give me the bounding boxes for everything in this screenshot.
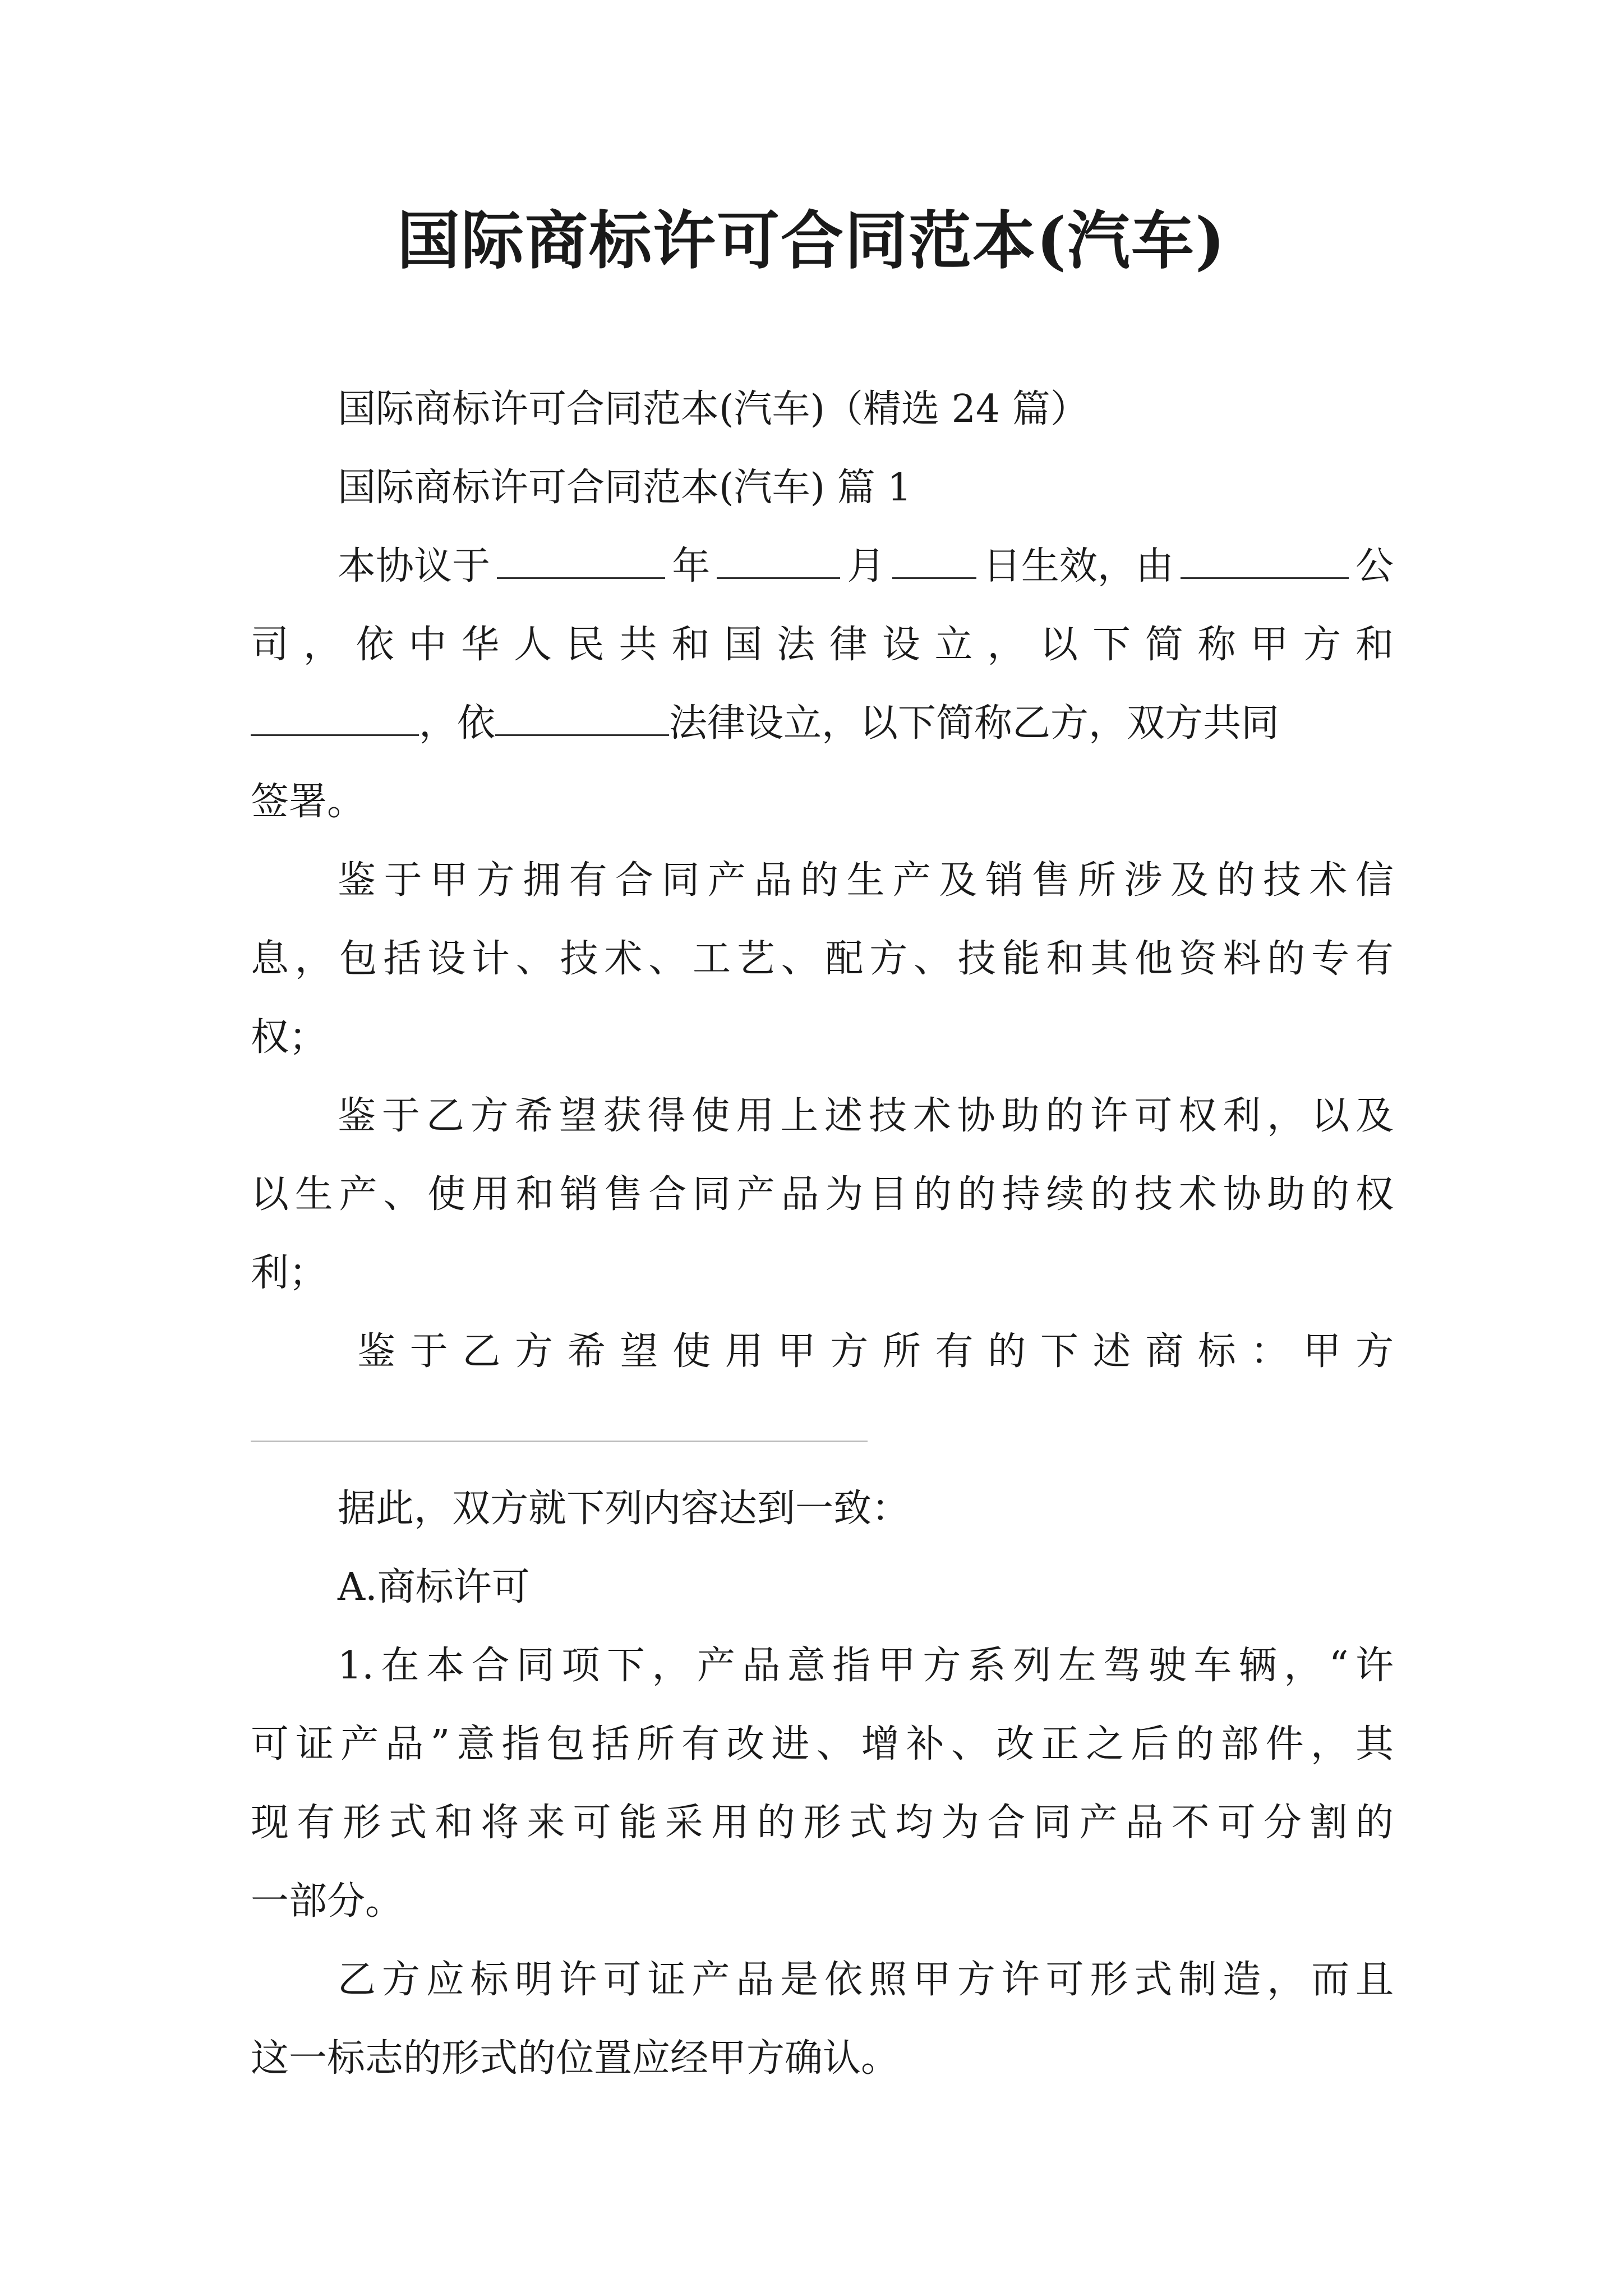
paragraph-line: 国际商标许可合同范本(汽车)（精选 24 篇）: [338, 387, 1089, 431]
section-heading: A.商标许可: [338, 1565, 530, 1609]
paragraph-line: 鉴于乙方希望获得使用上述技术协助的许可权利，以及: [338, 1094, 1394, 1138]
paragraph-line: 权；: [251, 1015, 328, 1060]
paragraph-line: 一部分。: [251, 1879, 404, 1924]
text-segment: ，依: [419, 701, 496, 746]
fill-blank: [892, 544, 976, 579]
paragraph-line: [251, 684, 1394, 763]
fill-blank: [497, 544, 665, 579]
fill-blank: [495, 701, 669, 736]
paragraph-line: 据此，双方就下列内容达到一致：: [338, 1487, 910, 1531]
text-segment: 日生效，由: [983, 544, 1174, 588]
separator-line: [251, 1441, 868, 1442]
text-segment: 本协议于: [338, 544, 491, 588]
text-segment: 年: [672, 544, 711, 588]
paragraph-line: 1.在本合同项下，产品意指甲方系列左驾驶车辆，“许: [338, 1644, 1394, 1688]
paragraph-line: [338, 527, 1394, 606]
paragraph-line: 可证产品”意指包括所有改进、增补、改正之后的部件，其: [251, 1722, 1394, 1766]
paragraph-line: 签署。: [251, 780, 366, 824]
paragraph-line: 鉴于甲方拥有合同产品的生产及销售所涉及的技术信: [338, 858, 1394, 903]
paragraph-line: 国际商标许可合同范本(汽车) 篇 1: [338, 466, 912, 510]
paragraph-line: 鉴于乙方希望使用甲方所有的下述商标：甲方: [357, 1329, 1394, 1374]
paragraph-line: 息，包括设计、技术、工艺、配方、技能和其他资料的专有: [251, 937, 1394, 981]
text-segment: 公: [1355, 544, 1394, 588]
paragraph-line: 现有形式和将来可能采用的形式均为合同产品不可分割的: [251, 1801, 1394, 1845]
text-segment: 法律设立，以下简称乙方，双方共同: [669, 701, 1280, 746]
fill-blank: [717, 544, 840, 579]
paragraph-line: 利；: [251, 1251, 328, 1295]
fill-blank: [251, 701, 419, 736]
paragraph-line: 司，依中华人民共和国法律设立，以下简称甲方和: [251, 623, 1394, 667]
paragraph-line: 以生产、使用和销售合同产品为目的的持续的技术协助的权: [251, 1172, 1394, 1217]
document-title: 国际商标许可合同范本(汽车): [397, 204, 1226, 278]
text-segment: 月: [847, 544, 886, 588]
paragraph-line: 乙方应标明许可证产品是依照甲方许可形式制造，而且: [338, 1958, 1394, 2002]
paragraph-line: 这一标志的形式的位置应经甲方确认。: [251, 2036, 900, 2081]
fill-blank: [1181, 544, 1349, 579]
